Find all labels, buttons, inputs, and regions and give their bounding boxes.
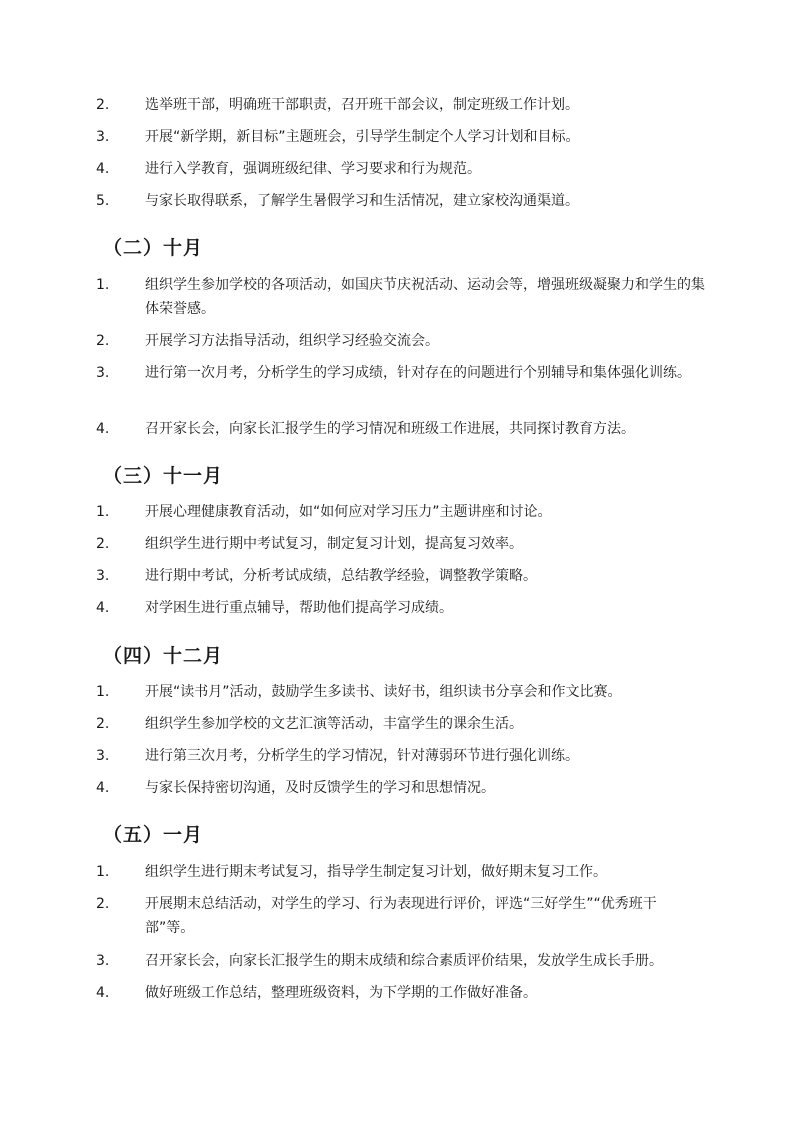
item-text: 进行第三次月考，分析学生的学习情况，针对薄弱环节进行强化训练。: [145, 748, 579, 764]
item-text: 做好班级工作总结，整理班级资料，为下学期的工作做好准备。: [145, 985, 537, 1001]
item-number: 5.: [96, 193, 110, 209]
item-text: 开展期末总结活动，对学生的学习、行为表现进行评价，评选“三好学生”“优秀班干部”等。: [145, 896, 657, 936]
item-text: 开展学习方法指导活动，组织学习经验交流会。: [145, 333, 439, 349]
item-number: 2.: [96, 536, 110, 552]
item-number: 3.: [96, 365, 110, 381]
item-number: 1.: [96, 504, 110, 520]
item-text: 组织学生参加学校的文艺汇演等活动，丰富学生的课余生活。: [145, 716, 523, 732]
section-heading-january: （五）一月: [103, 824, 204, 846]
item-text: 召开家长会，向家长汇报学生的期末成绩和综合素质评价结果，发放学生成长手册。: [145, 953, 663, 969]
item-number: 2.: [96, 716, 110, 732]
item-text: 组织学生进行期末考试复习，指导学生制定复习计划，做好期末复习工作。: [145, 864, 607, 880]
item-number: 2.: [96, 896, 110, 912]
item-number: 1.: [96, 277, 110, 293]
item-number: 3.: [96, 953, 110, 969]
item-text: 选举班干部，明确班干部职责，召开班干部会议，制定班级工作计划。: [145, 97, 579, 113]
item-text: 开展“新学期，新目标”主题班会，引导学生制定个人学习计划和目标。: [145, 129, 580, 145]
item-text: 组织学生进行期中考试复习，制定复习计划，提高复习效率。: [145, 536, 523, 552]
item-number: 3.: [96, 748, 110, 764]
item-number: 4.: [96, 985, 110, 1001]
item-number: 4.: [96, 421, 110, 437]
item-text: 开展心理健康教育活动，如“如何应对学习压力”主题讲座和讨论。: [145, 504, 552, 520]
item-text: 对学困生进行重点辅导，帮助他们提高学习成绩。: [145, 600, 453, 616]
item-text: 进行期中考试，分析考试成绩，总结教学经验，调整教学策略。: [145, 568, 537, 584]
item-number: 4.: [96, 780, 110, 796]
item-number: 4.: [96, 161, 110, 177]
item-number: 4.: [96, 600, 110, 616]
section-heading-october: （二）十月: [103, 237, 204, 259]
item-text: 进行入学教育，强调班级纪律、学习要求和行为规范。: [145, 161, 481, 177]
item-text: 开展“读书月”活动，鼓励学生多读书、读好书，组织读书分享会和作文比赛。: [145, 684, 622, 700]
item-text: 召开家长会，向家长汇报学生的学习情况和班级工作进展，共同探讨教育方法。: [145, 421, 635, 437]
item-number: 3.: [96, 129, 110, 145]
section-heading-november: （三）十一月: [103, 465, 224, 487]
item-text: 与家长保持密切沟通，及时反馈学生的学习和思想情况。: [145, 780, 495, 796]
item-number: 1.: [96, 684, 110, 700]
item-number: 2.: [96, 333, 110, 349]
item-number: 3.: [96, 568, 110, 584]
item-text: 与家长取得联系，了解学生暑假学习和生活情况，建立家校沟通渠道。: [145, 193, 579, 209]
item-text: 进行第一次月考，分析学生的学习成绩，针对存在的问题进行个别辅导和集体强化训练。: [145, 365, 691, 381]
item-text: 组织学生参加学校的各项活动，如国庆节庆祝活动、运动会等，增强班级凝聚力和学生的集体荣誉感。: [145, 277, 705, 317]
section-heading-december: （四）十二月: [103, 645, 224, 667]
item-number: 2.: [96, 97, 110, 113]
item-number: 1.: [96, 864, 110, 880]
